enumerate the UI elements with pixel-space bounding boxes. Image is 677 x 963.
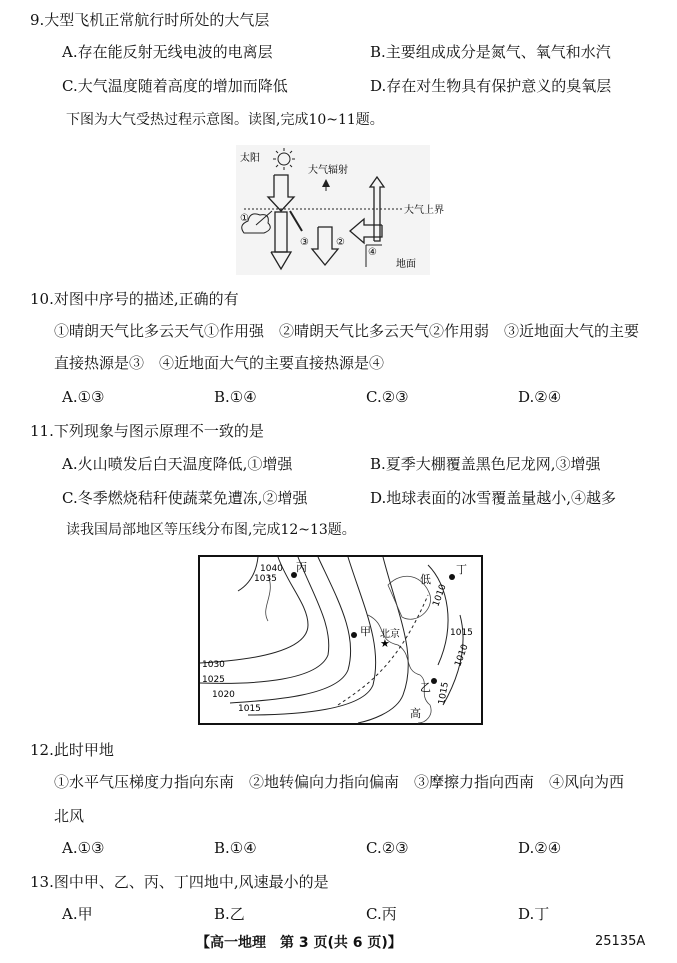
page-footer: 【高一地理 第 3 页(共 6 页)】 xyxy=(196,935,402,951)
label-jia: 甲 xyxy=(360,625,371,638)
q12-option-b: B.①④ xyxy=(214,839,257,857)
label-3: ③ xyxy=(300,237,309,248)
ground-label: 地面 xyxy=(396,259,416,270)
q12-option-a: A.①③ xyxy=(62,839,105,857)
q13-option-d: D.丁 xyxy=(518,905,550,923)
isobar-label-1020: 1020 xyxy=(212,690,235,700)
q10-stem: 10.对图中序号的描述,正确的有 xyxy=(30,290,239,308)
q13-option-a: A.甲 xyxy=(62,905,93,923)
isobar-label-1035: 1035 xyxy=(254,574,277,584)
atm-radiation-label: 大气辐射 xyxy=(308,165,348,176)
label-ding: 丁 xyxy=(456,563,467,576)
q11-stem: 11.下列现象与图示原理不一致的是 xyxy=(30,422,264,440)
isobar-label-1015b: 1015 xyxy=(450,628,473,638)
q9-stem: 9.大型飞机正常航行时所处的大气层 xyxy=(30,11,270,29)
label-2: ② xyxy=(336,237,345,248)
exam-code: 25135A xyxy=(595,934,646,949)
isobar-label-1040: 1040 xyxy=(260,564,283,574)
isobar-label-1010b: 1010 xyxy=(453,643,471,669)
isobar-label-1015c: 1015 xyxy=(437,681,451,706)
q13-option-b: B.乙 xyxy=(214,905,245,923)
q9-option-a: A.存在能反射无线电波的电离层 xyxy=(62,43,273,61)
q10-option-d: D.②④ xyxy=(518,388,562,406)
q11-option-d: D.地球表面的冰雪覆盖量越小,④越多 xyxy=(370,489,617,507)
q13-option-c: C.丙 xyxy=(366,905,397,923)
label-1: ① xyxy=(240,213,249,224)
sun-label: 太阳 xyxy=(240,153,260,164)
isobar-label-1010: 1010 xyxy=(431,583,449,609)
q12-stem: 12.此时甲地 xyxy=(30,741,114,759)
isobar-label-1015: 1015 xyxy=(238,704,261,714)
q10-option-b: B.①④ xyxy=(214,388,257,406)
q10-body-line2: 直接热源是③ ④近地面大气的主要直接热源是④ xyxy=(54,354,385,372)
q12-option-c: C.②③ xyxy=(366,839,409,857)
label-low: 低 xyxy=(420,573,431,586)
isobar-label-1030: 1030 xyxy=(202,660,225,670)
label-4: ④ xyxy=(368,247,377,258)
q10-body-line1: ①晴朗天气比多云天气①作用强 ②晴朗天气比多云天气②作用弱 ③近地面大气的主要 xyxy=(54,322,640,340)
label-bing: 丙 xyxy=(296,561,307,574)
isobar-map xyxy=(198,555,483,725)
intro-10-11: 下图为大气受热过程示意图。读图,完成10~11题。 xyxy=(66,112,384,128)
heating-process-diagram xyxy=(236,145,444,275)
q9-option-b: B.主要组成成分是氮气、氧气和水汽 xyxy=(370,43,611,61)
q9-option-c: C.大气温度随着高度的增加而降低 xyxy=(62,77,288,95)
svg-text:★: ★ xyxy=(380,637,390,650)
q10-option-c: C.②③ xyxy=(366,388,409,406)
intro-12-13: 读我国局部地区等压线分布图,完成12~13题。 xyxy=(66,522,356,538)
q9-option-d: D.存在对生物具有保护意义的臭氧层 xyxy=(370,77,612,95)
label-yi: 乙 xyxy=(420,681,431,694)
atm-top-label: 大气上界 xyxy=(404,205,444,216)
q10-option-a: A.①③ xyxy=(62,388,105,406)
label-beijing: 北京 xyxy=(380,629,400,640)
q11-option-a: A.火山喷发后白天温度降低,①增强 xyxy=(62,455,293,473)
q12-body-line1: ①水平气压梯度力指向东南 ②地转偏向力指向偏南 ③摩擦力指向西南 ④风向为西 xyxy=(54,773,625,791)
q12-body-line2: 北风 xyxy=(54,807,85,825)
q13-stem: 13.图中甲、乙、丙、丁四地中,风速最小的是 xyxy=(30,873,329,891)
q12-option-d: D.②④ xyxy=(518,839,562,857)
label-high: 高 xyxy=(410,707,421,720)
q11-option-c: C.冬季燃烧秸秆使蔬菜免遭冻,②增强 xyxy=(62,489,308,507)
q11-option-b: B.夏季大棚覆盖黑色尼龙网,③增强 xyxy=(370,455,601,473)
isobar-label-1025: 1025 xyxy=(202,675,225,685)
